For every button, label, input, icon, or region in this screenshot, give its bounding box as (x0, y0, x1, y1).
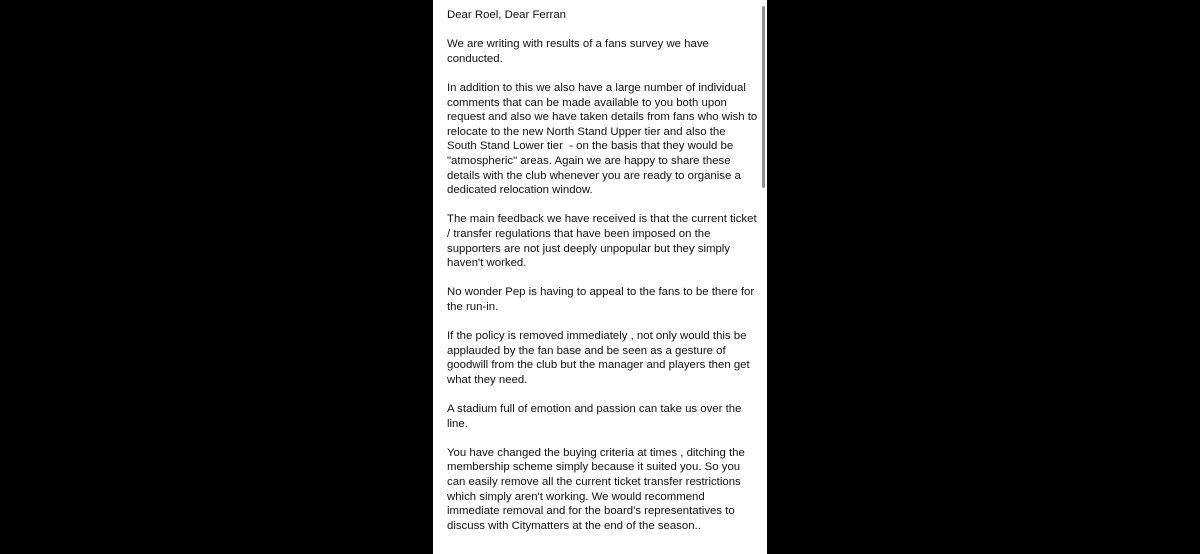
email-line: immediate removal and for the board's representatives to (447, 505, 735, 518)
email-line: In addition to this we also have a large number of individual (447, 81, 746, 94)
email-line: the run-in. (447, 300, 499, 313)
email-line: You have changed the buying criteria at times , ditching the (447, 446, 745, 459)
email-line: dedicated relocation window. (447, 184, 593, 197)
email-line: South Stand Lower tier - on the basis that they would be (447, 140, 734, 153)
email-line: haven't worked. (447, 257, 527, 270)
email-line: "atmospheric" areas. Again we are happy to share these (447, 154, 731, 167)
email-line: relocate to the new North Stand Upper tier and also the (447, 125, 726, 138)
email-line: applauded by the fan base and be seen as a gesture of (447, 344, 726, 357)
email-paragraph (447, 329, 759, 387)
email-line: can easily remove all the current ticket transfer restrictions (447, 476, 741, 488)
email-line: A stadium full of emotion and passion can take us over the (447, 403, 742, 416)
email-line: We are writing with results of a fans survey we have (447, 38, 709, 51)
email-line: conducted. (447, 52, 503, 65)
email-screen[interactable] (433, 0, 767, 554)
email-line: / transfer regulations that have been imposed on the (447, 227, 711, 240)
email-paragraph (447, 81, 759, 198)
email-line: comments that can be made available to you both upon (447, 96, 727, 109)
email-paragraph (447, 212, 759, 270)
email-line: If the policy is removed immediately , not only would this be (447, 330, 747, 343)
email-line: membership scheme simply because it suited you. So you (447, 461, 741, 474)
email-paragraph (447, 285, 759, 314)
email-line: supporters are not just deeply unpopular but they simply (447, 242, 731, 255)
email-paragraph (447, 446, 759, 534)
email-paragraph (447, 37, 759, 66)
email-line: The main feedback we have received is that the current ticket (447, 213, 757, 226)
email-line: details with the club whenever you are ready to organise a (447, 169, 741, 182)
email-line: line. (447, 417, 468, 430)
email-line: discuss with Citymatters at the end of the season.. (447, 519, 701, 532)
email-paragraph (447, 402, 759, 431)
email-line: goodwill from the club but the manager and players then get (447, 359, 750, 372)
email-line: which simply aren't working. We would recommend (447, 490, 705, 503)
email-paragraph (447, 8, 759, 23)
email-line: what they need. (447, 373, 528, 386)
email-body (447, 8, 759, 548)
email-line: request and also we have taken details from fans who wish to (447, 111, 758, 124)
vertical-scrollbar[interactable] (762, 6, 765, 188)
email-line: Dear Roel, Dear Ferran (447, 9, 567, 21)
email-line: No wonder Pep is having to appeal to the fans to be there for (447, 286, 755, 299)
